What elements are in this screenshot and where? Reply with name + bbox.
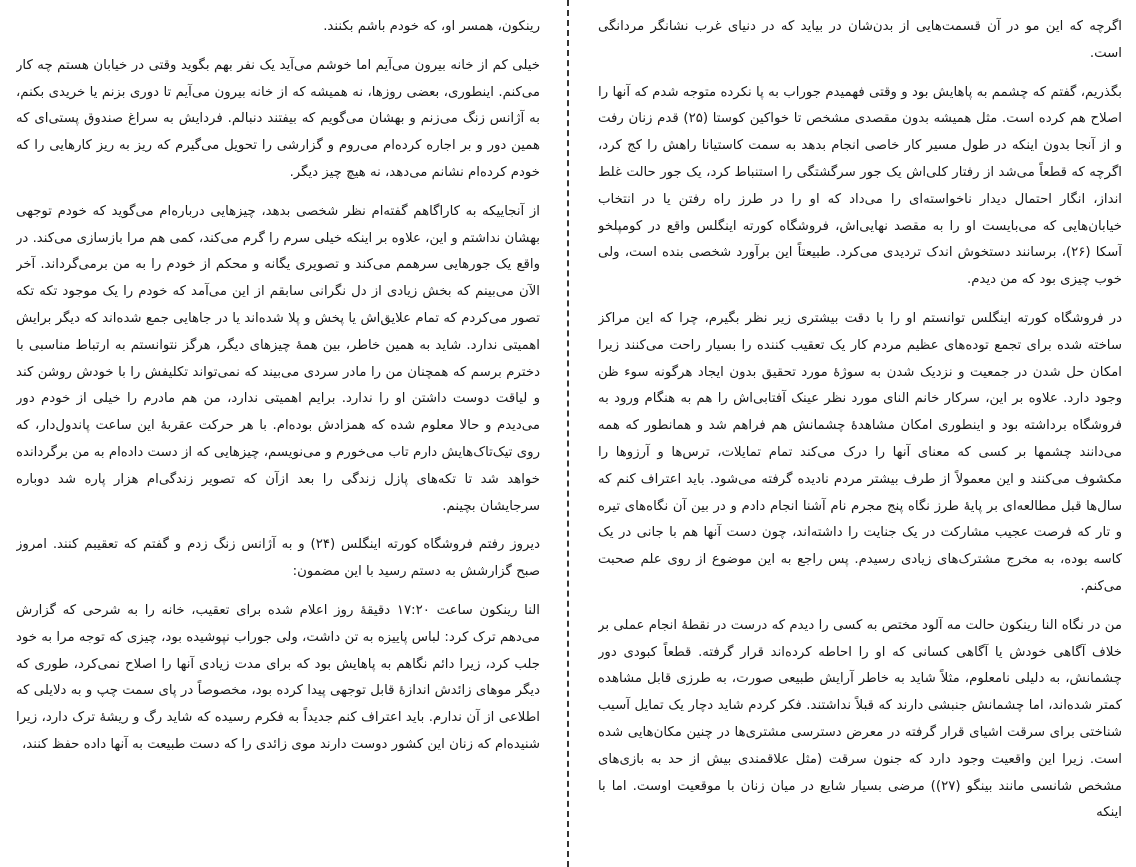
paragraph: بگذریم، گفتم که چشمم به پاهایش بود و وقتی فهمیدم جوراب به پا نکرده متوجه شدم که آنها را اصلاح هم کرده است. مثل همیشه بدون مقصدی مشخص تا خواکین کوستا (۲۵) قدم زنان رفت و از آنجا بدون اینکه در طول مسیر کار خاصی انجام بدهد به سمت کاستیانا راهش را کج کرد، اگرچه که قطعاً می‌شد از رفتار کلی‌اش یک جور سرگشتگی را استنباط کرد، یک جور حالت غلط انداز، انگار احتمال دیدار ناخواسته‌ای را می‌داد که او را در طرز راه رفتن یا در انتخاب خیابان‌هایی که می‌بایست او را به مقصد نهایی‌اش، فروشگاه کورته اینگلس واقع در کومپلخو آسکا (۲۶)، برسانند دستخوش اندک تردیدی می‌کرد. طبیعتاً این برآورد شخصی بنده است، ولی خوب چیزی بود که من دیدم. xyxy=(598,84,1122,288)
paragraph: در فروشگاه کورته اینگلس توانستم او را با دقت بیشتری زیر نظر بگیرم، چرا که این مراکز ساخته شده برای تجمع توده‌های عظیم مردم کار یک تعقیب کننده را بسیار راحت می‌کنند زیرا امکان حل شدن در جمعیت و نزدیک شدن به سوژهٔ مورد تحقیق بدون ایجاد هرگونه سوء ظن وجود دارد. علاوه بر این، سرکار خانم النای مورد نظر عینک آفتابی‌اش را هم به هنگام ورود به فروشگاه برداشته بود و اینطوری امکان مشاهدهٔ چشمانش هم فراهم شد و همانطور که همه می‌دانند چشمها بر کسی که معنای آنها را درک می‌کند تمام تمایلات، ترس‌ها و آرزوها را مکشوف می‌کنند و این معمولاً از طرف بیشتر مردم نادیده گرفته می‌شود. باید اعتراف کنم که سال‌ها قبل مطالعه‌ای بر پایهٔ طرز نگاه پنج مجرم نام آشنا انجام دادم و در بین آن نگاه‌های تیره و تار که فرصت عجیب مشارکت در یک جنایت را داشته‌اند، چون دست آنها هم با جانی در یک کاسه بوده، به مخرج مشترک‌های زیادی رسیدم. پس راجع به این موضوع از روی علم صحبت می‌کنم. xyxy=(598,310,1122,594)
paragraph: النا رینکون ساعت ۱۷:۲۰ دقیقهٔ روز اعلام شده برای تعقیب، خانه را به شرحی که گزارش می‌دهم ترک کرد: لباس پاییزه به تن داشت، ولی جوراب نپوشیده بود، چیزی که توجه مرا به خود جلب کرد، زیرا دائم نگاهم به پاهایش بود که برای مدت زیادی آنها را اصلاح نمی‌کرد، طوری که دیگر موهای زائدش اندازهٔ قابل توجهی پیدا کرده بود، مخصوصاً در پای سمت چپ و به دلایلی که اطلاعی از آن ندارم. باید اعتراف کنم جدیداً به فکرم رسیده که شاید رگ و ریشهٔ ترک دارد، زیرا شنیده‌ام که زنان این کشور دوست دارند موی زائدی را که دست طبیعت به آنها داده حفظ کنند، xyxy=(16,602,540,752)
paragraph: دیروز رفتم فروشگاه کورته اینگلس (۲۴) و به آژانس زنگ زدم و گفتم که تعقیبم کنند. امروز صبح گزارشش به دستم رسید با این مضمون: xyxy=(16,537,540,580)
paragraph: اگرچه که این مو در آن قسمت‌هایی از بدن‌شان در بیاید که در دنیای غرب نشانگر مردانگی است. xyxy=(598,19,1122,61)
paragraph: من در نگاه النا رینکون حالت مه آلود مختص به کسی را دیدم که درست در نقطهٔ انجام عملی بر خلاف آگاهی خودش یا آگاهی کسانی که او را احاطه کرده‌اند قرار گرفته. قطعاً کبودی دور چشمانش، به دلیلی نامعلوم، مثلاً شاید به خاطر آرایش طبیعی صورت، به طرزی قابل مشاهده کمتر شده‌اند، اما چشمانش جنبشی دارند که قبلاً نداشتند. فکر کردم شاید دچار یک تمایل آسیب شناختی برای سرقت اشیای قرار گرفته در معرض دسترسی مشتری‌ها در چنین مکان‌هایی شده است. زیرا این واقعیت وجود دارد که جنون سرقت (مثل علاقمندی بیش از حد به بازی‌های مشخص شانسی مانند بینگو (۲۷)) مرضی بسیار شایع در میان زنان با موقعیت اوست. اما با اینکه xyxy=(598,617,1122,821)
right-text-column xyxy=(598,14,1122,859)
paragraph: رینکون، همسر او، که خودم باشم بکنند. xyxy=(323,19,540,34)
paragraph: از آنجاییکه به کاراگاهم گفته‌ام نظر شخصی بدهد، چیزهایی درباره‌ام می‌گوید که خودم توجهی بهشان نداشتم و این، علاوه بر اینکه خیلی سرم را گرم می‌کند، کمی هم مرا بازسازی می‌کند. در واقع یک جورهایی سرهمم می‌کند و تصویری یگانه و محکم از خودم را به من برمی‌گرداند. آخر الآن می‌بینم که بخش زیادی از دل نگرانی سابقم از این می‌آمد که خودم را یک موجود تکه تکه تصور می‌کردم که تمام علایق‌اش یا پخش و پلا شده‌اند یا در جاهایی جمع شده‌اند که دیگر برایش اهمیتی ندارد. شاید به همین خاطر، بین همهٔ چیزهای دیگر، هرگز نتوانستم به ارتباط مناسبی با دخترم برسم که همچنان من را مادر سردی می‌بیند که نمی‌تواند تکلیفش را با خودش روشن کند و لیاقت دوست داشتن او را ندارد. برایم اهمیتی ندارد، من هم مادرم را خیلی از خودم دور می‌دیدم و حالا معلوم شده که همزادش بوده‌ام. با هر حرکت عقربهٔ این ساعت پاندول‌دار، که روی تیک‌تاک‌هایش دارم تاب می‌خورم و می‌نویسم، چیزهایی که از دست داده‌ام به من برگردانده خواهد شد تا تکه‌های پازل زندگی را بعد ازآن که تصویر زندگی‌ام هزار پاره شد دوباره سرجایشان بچینم. xyxy=(16,203,540,514)
left-text-column xyxy=(16,14,540,859)
column-divider xyxy=(567,0,569,867)
paragraph: خیلی کم از خانه بیرون می‌آیم اما خوشم می‌آید یک نفر بهم بگوید وقتی در خیابان هستم چه کار می‌کنم. اینطوری، بعضی روزها، نه همیشه که از خانه بیرون می‌آیم تا دوری بزنم یا خریدی بکنم، به آژانس زنگ می‌زنم و بهشان می‌گویم که بیفتند دنبالم. فردایش به سراغ صندوق پستی‌ای که همین دور و بر اجاره کرده‌ام می‌روم و گزارشی را تحویل می‌گیرم که ریز به ریز کارهایی را که خودم کرده‌ام نشانم می‌دهد، نه هیچ چیز دیگر. xyxy=(16,57,540,180)
